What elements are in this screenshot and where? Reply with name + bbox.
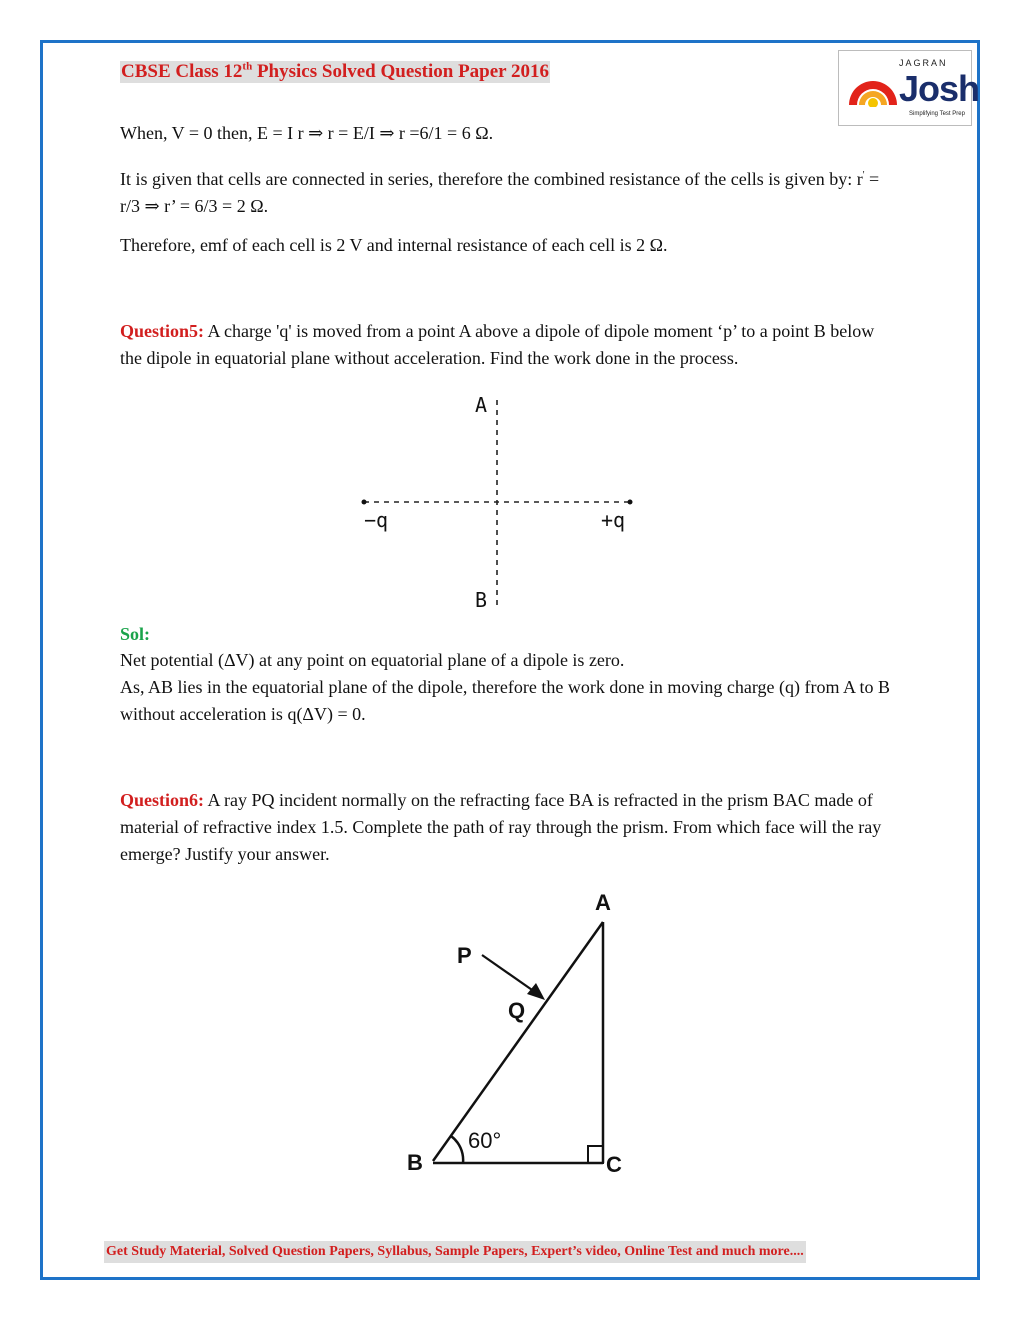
solution-line-2: As, AB lies in the equatorial plane of the dipole, therefore the work done in moving charge (q) from A to B without acceleration is q(ΔV) = 0. [120,677,890,724]
question6-label: Question6: [120,790,205,810]
logo-josh-text: Josh [899,68,980,109]
equation-line: When, V = 0 then, E = I r ⇒ r = E/I ⇒ r =6/1 = 6 Ω. [120,123,494,143]
angle-arc [451,1136,463,1163]
positive-charge-label: +q [601,508,626,532]
ray-pq [482,955,535,992]
footer-link[interactable]: Get Study Material, Solved Question Papers, Syllabus, Sample Papers, Expert’s video, Online Test and much more.... [104,1241,806,1263]
point-p-label: P [457,943,472,968]
solution-line-1: Net potential (ΔV) at any point on equatorial plane of a dipole is zero. [120,650,625,670]
logo-tagline: Simplifying Test Prep [909,111,965,117]
page-title: CBSE Class 12th Physics Solved Question Paper 2016 [121,60,550,82]
ray-arrowhead-icon [527,983,545,1000]
question5-label: Question5: [120,321,205,341]
conclusion-paragraph: Therefore, emf of each cell is 2 V and internal resistance of each cell is 2 Ω. [120,235,668,255]
angle-label: 60° [468,1128,502,1153]
dipole-diagram [340,388,660,618]
prism-diagram [395,888,645,1188]
positive-charge-dot [628,500,633,505]
negative-charge-dot [362,500,367,505]
vertex-b-label: B [407,1150,423,1175]
negative-charge-label: −q [364,508,389,532]
vertex-a-label: A [595,890,611,915]
point-a-label: A [475,393,488,417]
question6-text: Question6: A ray PQ incident normally on the refracting face BA is refracted in the prism BAC made of material of refractive index 1.5. Complete the path of ray through the prism. From which face will the ray emerge? Justify your answer. [120,790,882,864]
point-q-label: Q [508,998,526,1023]
jagran-josh-logo[interactable] [838,50,980,126]
dipole-figure [340,388,660,618]
point-b-label: B [475,588,488,612]
question5-text: Question5: A charge 'q' is moved from a point A above a dipole of dipole moment ‘p’ to a point B below the dipole in equatorial plane without acceleration. Find the work done in the process. [120,321,875,368]
vertex-c-label: C [606,1152,622,1177]
prism-figure [395,888,645,1188]
right-angle-mark [588,1146,603,1163]
logo-jagran-text: JAGRAN [899,58,948,68]
series-paragraph: It is given that cells are connected in series, therefore the combined resistance of the cells is given by: r' = r/3 ⇒ r’ = 6/3 = 2 Ω. [120,169,880,216]
solution-label: Sol: [120,624,151,644]
logo-arc-icon [845,75,901,107]
